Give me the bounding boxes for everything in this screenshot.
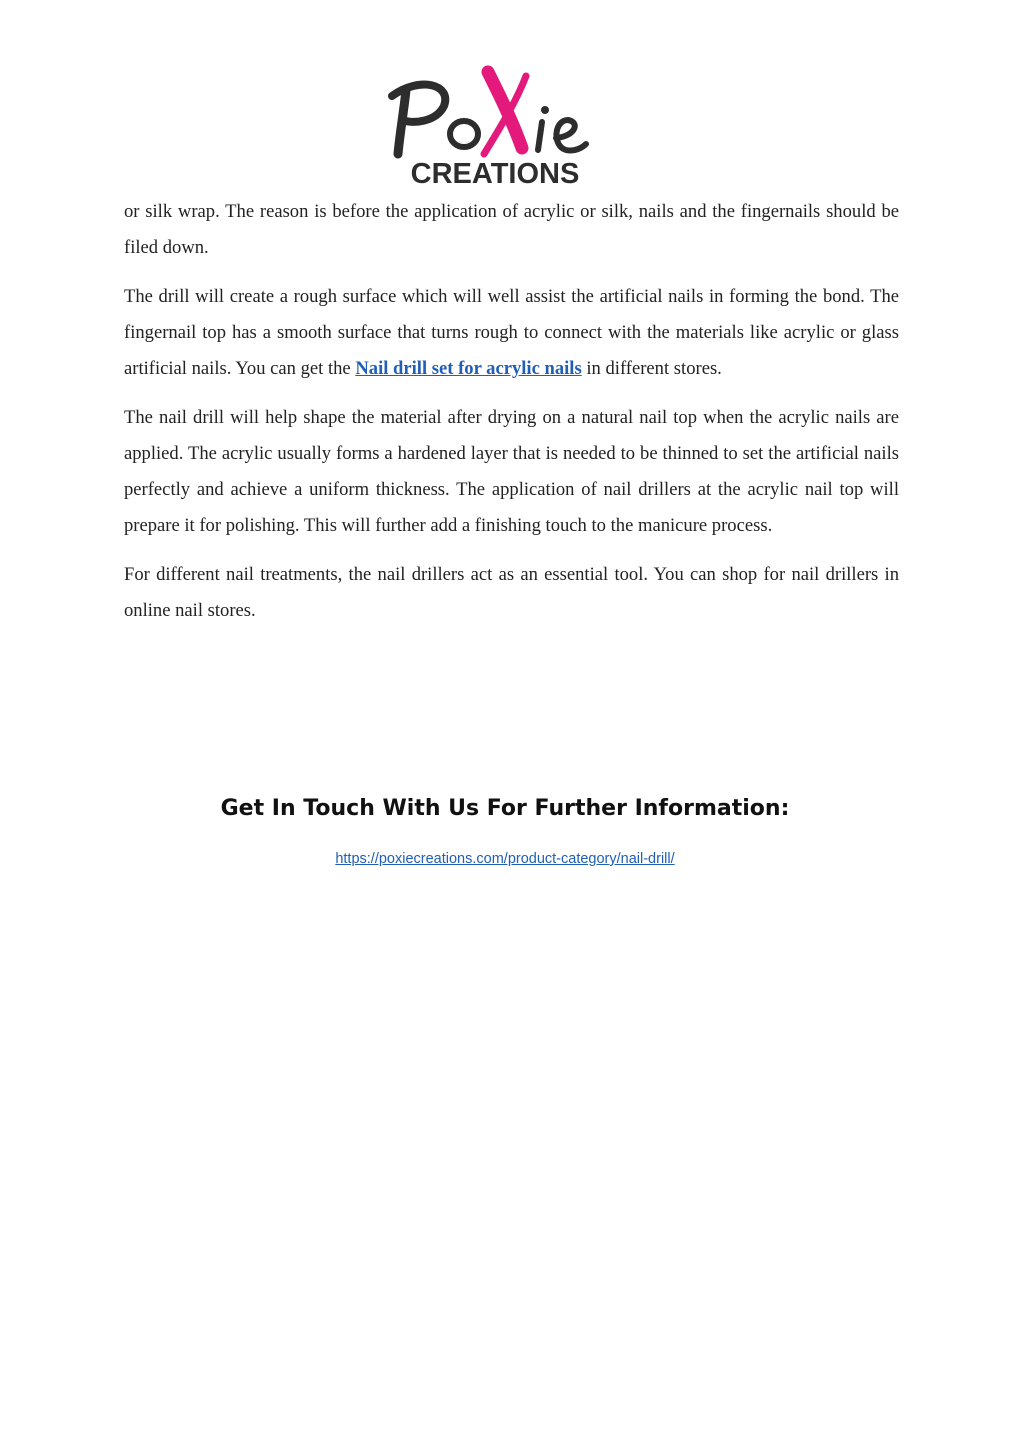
paragraph-1: or silk wrap. The reason is before the application of acrylic or silk, nails and the fingernails should be filed down. — [124, 201, 899, 258]
contact-url-container — [0, 851, 1010, 867]
contact-heading: Get In Touch With Us For Further Information: — [220, 796, 790, 821]
paragraph-2-text-before: The drill will create a rough surface which will well assist the artificial nails in forming the bond. The fingernail top has a smooth surface that turns rough to connect with the materials like acrylic or glass artificial nails. You can get the — [124, 286, 899, 379]
logo-subtext: CREATIONS — [410, 158, 580, 190]
logo-o — [450, 121, 478, 147]
logo-i-stem — [538, 122, 542, 150]
nail-drill-set-link[interactable]: Nail drill set for acrylic nails — [355, 358, 582, 379]
paragraph-2-text-after: in different stores. — [581, 358, 722, 379]
paragraph-3: The nail drill will help shape the material after drying on a natural nail top when the acrylic nails are applied. The acrylic usually forms a hardened layer that is needed to be thinned to set the artificial nails perfectly and achieve a uniform thickness. The application of nail drillers at the acrylic nail top will prepare it for polishing. This will further add a finishing touch to the manicure process. — [124, 407, 899, 536]
logo-graphic — [370, 62, 620, 190]
contact-url-link[interactable]: https://poxiecreations.com/product-category/nail-drill/ — [335, 851, 675, 867]
logo-i-dot — [541, 106, 549, 114]
logo-e — [556, 120, 586, 151]
article-body — [124, 194, 899, 642]
paragraph-2 — [124, 279, 899, 387]
poxie-creations-logo — [370, 62, 620, 190]
paragraph-4: For different nail treatments, the nail drillers act as an essential tool. You can shop for nail drillers in online nail stores. — [124, 564, 899, 621]
